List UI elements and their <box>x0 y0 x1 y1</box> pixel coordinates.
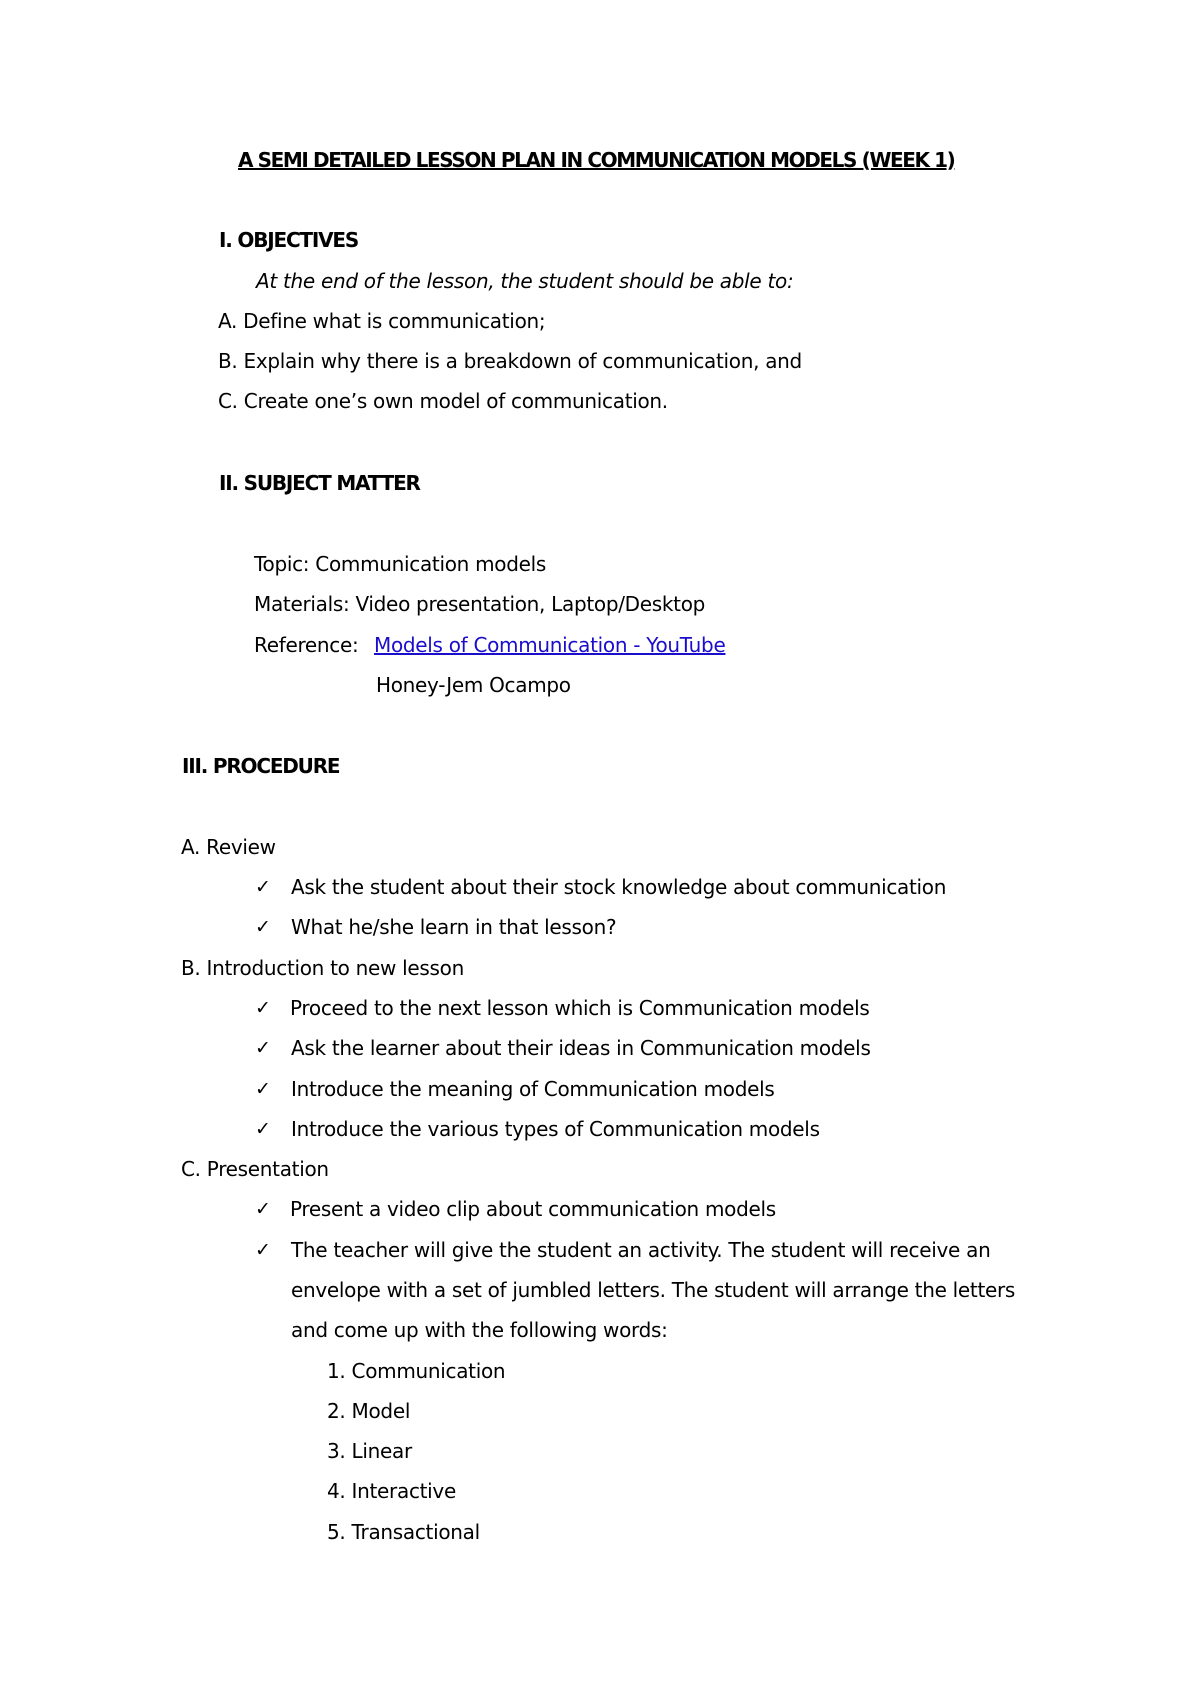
word-list-item: 4. Interactive <box>327 1479 456 1503</box>
checkmark-icon: ✓ <box>255 1198 271 1220</box>
objective-item-a: A. Define what is communication; <box>218 309 546 333</box>
word-list-item: 2. Model <box>327 1399 411 1423</box>
objectives-heading: I. OBJECTIVES <box>219 228 359 252</box>
review-label: A. Review <box>181 835 276 859</box>
introduction-item: Introduce the various types of Communication models <box>291 1117 820 1141</box>
introduction-item: Proceed to the next lesson which is Communication models <box>290 996 870 1020</box>
objective-item-c: C. Create one’s own model of communication. <box>218 389 668 413</box>
checkmark-icon: ✓ <box>255 1118 271 1140</box>
materials-line: Materials: Video presentation, Laptop/Desktop <box>254 592 706 616</box>
activity-line: and come up with the following words: <box>291 1318 668 1342</box>
introduction-item: Ask the learner about their ideas in Communication models <box>291 1036 871 1060</box>
objective-item-b: B. Explain why there is a breakdown of communication, and <box>218 349 802 373</box>
word-list-item: 1. Communication <box>327 1359 506 1383</box>
word-list-item: 5. Transactional <box>327 1520 480 1544</box>
checkmark-icon: ✓ <box>255 1078 271 1100</box>
review-item: Ask the student about their stock knowledge about communication <box>291 875 947 899</box>
checkmark-icon: ✓ <box>255 1239 271 1261</box>
procedure-heading: III. PROCEDURE <box>182 754 340 778</box>
checkmark-icon: ✓ <box>255 916 271 938</box>
document-title: A SEMI DETAILED LESSON PLAN IN COMMUNICATION MODELS (WEEK 1) <box>238 148 955 172</box>
reference-link[interactable]: Models of Communication - YouTube <box>374 633 726 657</box>
word-list-item: 3. Linear <box>327 1439 412 1463</box>
activity-line: The teacher will give the student an activity. The student will receive an <box>291 1238 991 1262</box>
objectives-intro: At the end of the lesson, the student should be able to: <box>256 269 794 293</box>
checkmark-icon: ✓ <box>255 876 271 898</box>
review-item: What he/she learn in that lesson? <box>291 915 617 939</box>
reference-author: Honey-Jem Ocampo <box>376 673 571 697</box>
reference-label: Reference: <box>254 633 359 657</box>
presentation-label: C. Presentation <box>181 1157 329 1181</box>
subject-matter-heading: II. SUBJECT MATTER <box>219 471 420 495</box>
presentation-item: Present a video clip about communication models <box>290 1197 776 1221</box>
introduction-label: B. Introduction to new lesson <box>181 956 464 980</box>
activity-line: envelope with a set of jumbled letters. The student will arrange the letters <box>291 1278 1016 1302</box>
checkmark-icon: ✓ <box>255 1037 271 1059</box>
checkmark-icon: ✓ <box>255 997 271 1019</box>
topic-line: Topic: Communication models <box>254 552 546 576</box>
introduction-item: Introduce the meaning of Communication models <box>291 1077 775 1101</box>
